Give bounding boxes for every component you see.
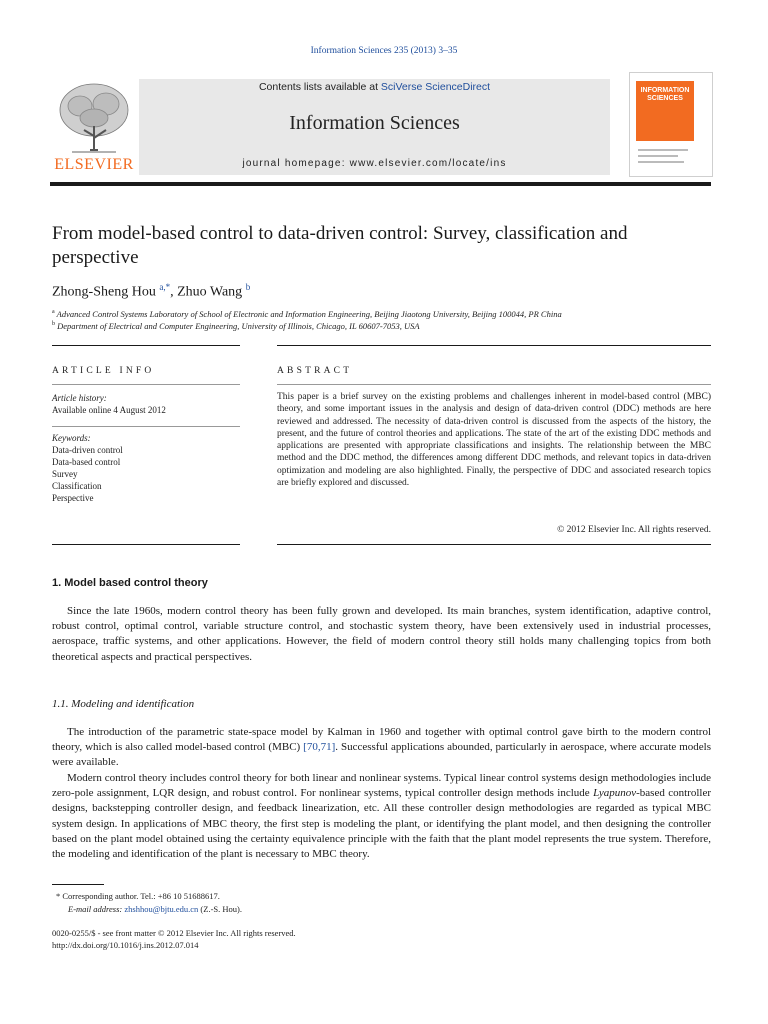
journal-citation[interactable]: Information Sciences 235 (2013) 3–35 [310,46,458,56]
article-info-bottom-rule [52,544,240,545]
article-info-top-rule [52,345,240,346]
keyword-item: Data-driven control [52,445,123,455]
front-matter-line: 0020-0255/$ - see front matter © 2012 Elsevier Inc. All rights reserved. [52,928,296,938]
corresponding-text: Corresponding author. Tel.: +86 10 51688617. [62,891,220,901]
elsevier-logo-text: ELSEVIER [54,156,134,173]
cover-lines-decoration [638,147,698,171]
para-text: . Successful applications abounded, particularly in aerospace, where accurate models were available. [52,741,711,769]
para-text: Modern control theory includes control theory for both linear and nonlinear systems. Typical linear control systems design methodologies include zero-pole assignment, LQR design, and robust control. For nonlinear systems, typical controller design methods include [52,772,711,800]
history-value: Available online 4 August 2012 [52,405,166,415]
email-link[interactable]: zhshhou@bjtu.edu.cn [124,904,199,914]
section-1-1-paragraph-1 [52,725,711,771]
email-footnote [68,904,242,914]
keyword-item: Survey [52,469,78,479]
keyword-item: Perspective [52,493,94,503]
abstract-text: This paper is a brief survey on the existing problems and challenges inherent in model-based control (MBC) theory, and some important issues in the analysis and design of data-driven control (DDC) methods are here reviewed and addressed. The necessity of data-driven control is discussed from the aspects of the history, the present, and the future of control theories and applications. The state of the art of the existing DDC methods and applications are presented with appropriate classifications and insights. The relationship between the MBC method and the DDC method, the differences among different DDC methods, and relevant topics in data-driven optimization and modeling are also highlighted. Finally, the perspective of DDC and associated research topics are briefly explored and discussed. [277,392,711,489]
header-rule [50,182,711,186]
para-text: -based controller designs, backstepping controller design, and feedback linearization, etc. All these controller design methodologies are regarded as typical MBC system design. In applications of MBC theory, the first step is modeling the plant, or identifying the plant model, and then designing the controller based on the plant model obtained using the certainty equivalence principle with the faith that the plant model represents the true system. Therefore, the modeling and identification of the plant is necessary to MBC theory. [52,787,711,861]
corresponding-footnote [56,891,220,901]
author-1-affil-mark[interactable]: a,* [159,282,171,292]
abstract-sub-rule [277,384,711,385]
author-separator: , [170,284,178,300]
abstract-copyright: © 2012 Elsevier Inc. All rights reserved. [557,525,711,535]
sciencedirect-link[interactable]: SciVerse ScienceDirect [380,81,491,93]
para-italic-term: Lyapunov [593,787,637,800]
history-label: Article history: [52,393,107,403]
abstract-bottom-rule [277,544,711,545]
affiliation-b [52,321,712,331]
article-info-sub-rule [52,384,240,385]
footnote-rule [52,884,104,885]
author-1: Zhong-Sheng Hou [52,284,156,300]
contents-prefix: Contents lists available at [258,81,381,93]
contents-line [139,81,610,93]
email-suffix: (Z.-S. Hou). [198,904,242,914]
affiliation-a [52,309,712,319]
journal-homepage[interactable]: journal homepage: www.elsevier.com/locate/ins [242,158,507,169]
author-2: Zhuo Wang [177,284,243,300]
affiliation-b-mark: b [52,321,55,328]
section-1-1-paragraph-2 [52,771,711,862]
affiliation-a-mark: a [52,309,55,316]
journal-cover-thumbnail[interactable] [629,72,713,177]
section-1-1-heading: 1.1. Modeling and identification [52,698,195,710]
author-line [52,282,712,301]
section-1-paragraph: Since the late 1960s, modern control theory has been fully grown and developed. Its main branches, system identification, adaptive control, robust control, optimal control, variable structure control, and stochastic system theory, have been extensively used in industrial processes, aerospace, traffic systems, and other applications. However, the field of modern control theory still holds many challenging topics from both theoretical aspects and practical perspectives. [52,605,711,663]
affiliation-a-text: Advanced Control Systems Laboratory of School of Electronic and Information Engineering, Beijing Jiaotong University, Beijing 100044, PR China [56,309,562,319]
keywords-label: Keywords: [52,433,91,443]
doi-link[interactable]: http://dx.doi.org/10.1016/j.ins.2012.07.014 [52,940,199,950]
author-2-affil-mark[interactable]: b [245,282,251,292]
keyword-list [52,444,123,504]
section-1-heading: 1. Model based control theory [52,577,208,589]
journal-title: Information Sciences [289,112,460,134]
abstract-heading: ABSTRACT [277,366,353,376]
citation-link[interactable]: [70,71] [303,741,336,754]
para-text: The introduction of the parametric state-space model by Kalman in 1960 and together with optimal control gave birth to the modern control theory, which is also called model-based control (MBC) [52,726,711,754]
affiliation-b-text: Department of Electrical and Computer Engineering, University of Illinois, Chicago, IL 60607-7053, USA [57,321,420,331]
article-info-heading: ARTICLE INFO [52,366,155,376]
keyword-item: Data-based control [52,457,121,467]
keywords-rule [52,426,240,427]
abstract-top-rule [277,345,711,346]
keyword-item: Classification [52,481,102,491]
email-label: E-mail address: [68,904,123,914]
cover-title: INFORMATION SCIENCES [640,87,690,102]
footnote-mark: * [56,891,61,901]
paper-title: From model-based control to data-driven control: Survey, classification and perspective [52,223,628,268]
